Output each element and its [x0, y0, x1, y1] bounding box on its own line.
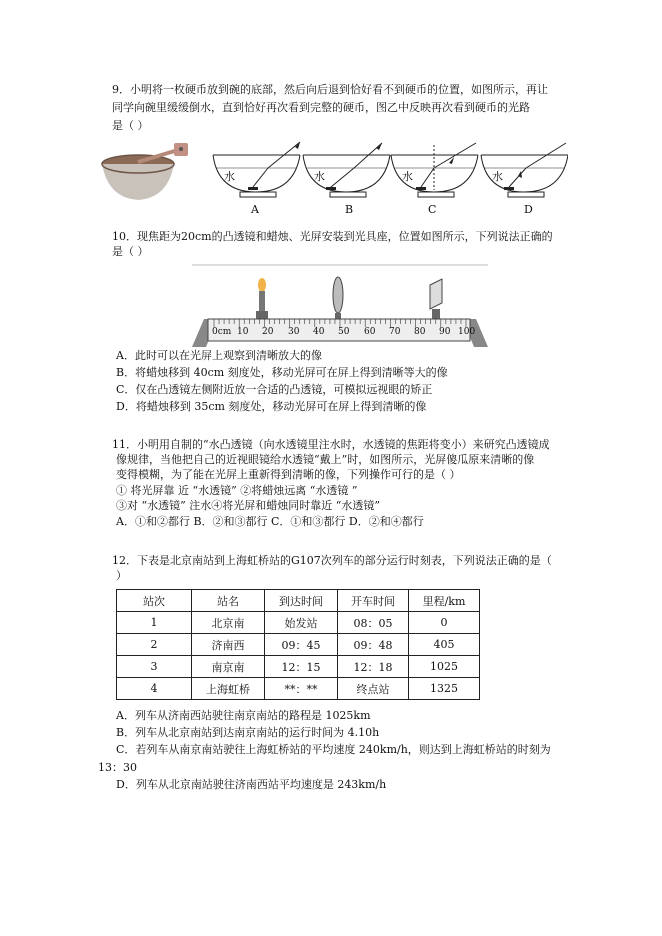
table-cell: 上海虹桥	[192, 678, 265, 700]
q9-line-1: 9．小明将一枚硬币放到碗的底部，然后向后退到恰好看不到硬币的位置，如图所示，再让	[112, 83, 548, 96]
header-station-name: 站名	[192, 590, 265, 612]
candle	[256, 278, 268, 321]
table-cell: 南京南	[192, 656, 265, 678]
table-cell: 北京南	[192, 612, 265, 634]
table-cell: 终点站	[338, 678, 409, 700]
header-distance: 里程/km	[409, 590, 480, 612]
header-departure: 开车时间	[338, 590, 409, 612]
q10-option-d: D．将蜡烛移到 35cm 刻度处，移动光屏可在屏上得到清晰的像	[116, 400, 427, 413]
option-label-c: C	[428, 203, 437, 216]
table-cell: 12：18	[338, 656, 409, 678]
convex-lens	[333, 277, 343, 321]
table-cell: 09：48	[338, 634, 409, 656]
bowl-photo	[100, 140, 200, 202]
q10-option-b: B．将蜡烛移到 40cm 刻度处，移动光屏可在屏上得到清晰等大的像	[116, 366, 448, 379]
bowl-ray-diagrams	[208, 140, 568, 200]
tick-50: 50	[338, 327, 350, 337]
table-cell: **：**	[265, 678, 338, 700]
q9-line-2: 同学向碗里缓缓倒水，直到恰好再次看到完整的硬币，图乙中反映再次看到硬币的光路	[112, 101, 530, 114]
light-screen	[430, 279, 442, 321]
q12-option-a: A．列车从济南西站驶往南京南站的路程是 1025km	[116, 709, 371, 722]
table-cell: 09：45	[265, 634, 338, 656]
table-cell: 3	[117, 656, 192, 678]
tick-80: 80	[414, 327, 426, 337]
header-station-no: 站次	[117, 590, 192, 612]
q11-line-6: A．①和②都行 B．②和③都行 C．①和③都行 D．②和④都行	[116, 515, 424, 528]
table-header-row	[117, 590, 480, 612]
q11-line-1: 11．小明用自制的“水凸透镜（向水透镜里注水时，水透镜的焦距将变小）来研究凸透镜成	[112, 438, 550, 451]
table-row	[117, 656, 480, 678]
q12-option-c-cont: 13：30	[98, 761, 137, 774]
q10-option-c: C．仅在凸透镜左侧附近放一合适的凸透镜，可模拟远视眼的矫正	[116, 383, 433, 396]
table-cell: 12：15	[265, 656, 338, 678]
tick-10: 10	[237, 327, 249, 337]
option-label-d: D	[524, 203, 533, 216]
tick-100: 100	[458, 327, 476, 337]
water-label-b: 水	[314, 170, 325, 183]
q11-line-5: ③对 “水透镜” 注水④将光屏和蜡烛同时靠近 “水透镜”	[116, 499, 380, 512]
tick-40: 40	[313, 327, 325, 337]
q12-line-1: 12．下表是北京南站到上海虹桥站的G107次列车的部分运行时刻表，下列说法正确的是（	[112, 554, 552, 567]
table-cell: 济南西	[192, 634, 265, 656]
table-cell: 08：05	[338, 612, 409, 634]
water-label-d: 水	[492, 170, 503, 183]
table-cell: 405	[409, 634, 480, 656]
header-arrival: 到达时间	[265, 590, 338, 612]
option-label-b: B	[345, 203, 354, 216]
q10-option-a: A．此时可以在光屏上观察到清晰放大的像	[116, 349, 322, 362]
water-label-c: 水	[402, 170, 413, 183]
tick-60: 60	[364, 327, 376, 337]
tick-0: 0cm	[212, 327, 232, 337]
timetable	[116, 589, 480, 700]
table-cell: 1025	[409, 656, 480, 678]
tick-30: 30	[288, 327, 300, 337]
table-cell: 2	[117, 634, 192, 656]
q11-line-3: 变得模糊，为了能在光屏上重新得到清晰的像，下列操作可行的是（ ）	[116, 468, 461, 481]
q10-line-2: 是（ ）	[112, 245, 149, 258]
tick-20: 20	[262, 327, 274, 337]
option-label-a: A	[251, 203, 259, 216]
q11-line-2: 像规律，当他把自己的近视眼镜给水透镜“戴上”时，如图所示，光屏傻瓜原来清晰的像	[116, 453, 535, 466]
q12-option-d: D．列车从北京南站驶往济南西站平均速度是 243km/h	[116, 778, 387, 791]
tick-70: 70	[389, 327, 401, 337]
table-cell: 1325	[409, 678, 480, 700]
table-cell: 1	[117, 612, 192, 634]
tick-90: 90	[439, 327, 451, 337]
table-row	[117, 634, 480, 656]
q12-option-c: C．若列车从南京南站驶往上海虹桥站的平均速度 240km/h，则达到上海虹桥站的时刻为	[116, 743, 551, 756]
q10-line-1: 10．现焦距为20cm的凸透镜和蜡烛、光屏安装到光具座，位置如图所示，下列说法正确的	[112, 230, 553, 243]
table-cell: 4	[117, 678, 192, 700]
table-row	[117, 612, 480, 634]
table-cell: 始发站	[265, 612, 338, 634]
q12-option-b: B．列车从北京南站到达南京南站的运行时间为 4.10h	[116, 726, 380, 739]
q9-line-3: 是（ ）	[112, 119, 149, 132]
water-label-a: 水	[224, 170, 235, 183]
q11-line-4: ① 将光屏靠 近 “水透镜” ②将蜡烛远离 “水透镜 ”	[116, 484, 358, 497]
table-cell: 0	[409, 612, 480, 634]
q12-line-2: ）	[116, 569, 127, 582]
table-row	[117, 678, 480, 700]
